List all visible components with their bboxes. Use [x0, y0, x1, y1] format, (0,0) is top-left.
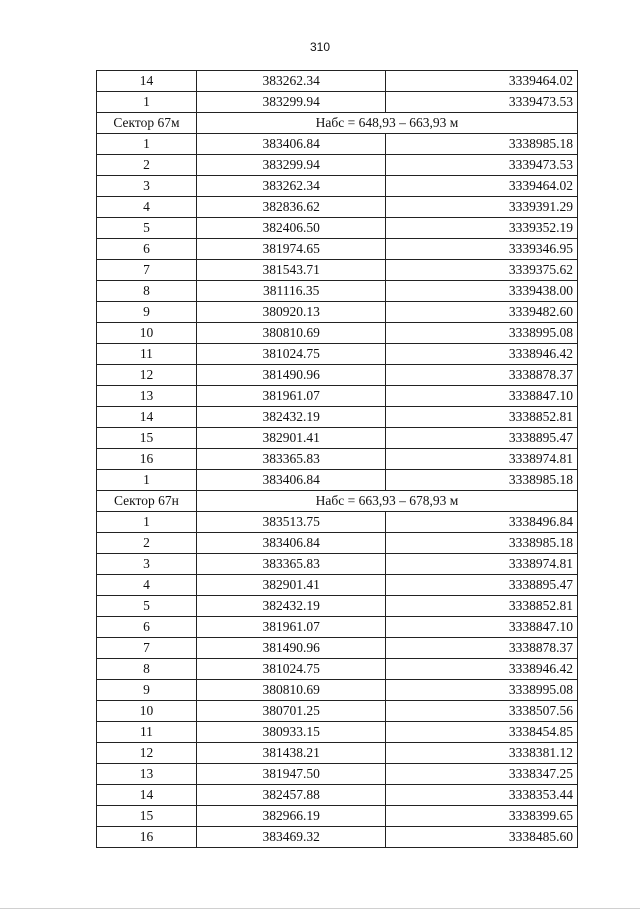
y-coordinate: 3338878.37: [386, 365, 578, 386]
sector-header-row: [97, 491, 578, 512]
table-row: [97, 575, 578, 596]
x-coordinate: 381543.71: [196, 260, 386, 281]
x-coordinate: 380810.69: [196, 323, 386, 344]
table-row: [97, 659, 578, 680]
point-number: 11: [97, 344, 197, 365]
y-coordinate: 3338847.10: [386, 617, 578, 638]
table-row: [97, 134, 578, 155]
point-number: 15: [97, 428, 197, 449]
y-coordinate: 3339391.29: [386, 197, 578, 218]
y-coordinate: 3338507.56: [386, 701, 578, 722]
y-coordinate: 3338852.81: [386, 596, 578, 617]
scan-edge-line: [0, 908, 640, 909]
x-coordinate: 383469.32: [196, 827, 386, 848]
y-coordinate: 3338878.37: [386, 638, 578, 659]
table-row: [97, 407, 578, 428]
point-number: 9: [97, 680, 197, 701]
y-coordinate: 3338974.81: [386, 449, 578, 470]
point-number: 12: [97, 743, 197, 764]
point-number: 3: [97, 554, 197, 575]
x-coordinate: 383299.94: [196, 92, 386, 113]
y-coordinate: 3338847.10: [386, 386, 578, 407]
sector-name: Сектор 67м: [97, 113, 197, 134]
point-number: 2: [97, 533, 197, 554]
point-number: 10: [97, 323, 197, 344]
x-coordinate: 382457.88: [196, 785, 386, 806]
x-coordinate: 383262.34: [196, 71, 386, 92]
x-coordinate: 381490.96: [196, 638, 386, 659]
point-number: 13: [97, 386, 197, 407]
table-row: [97, 827, 578, 848]
table-row: [97, 323, 578, 344]
table-row: [97, 554, 578, 575]
x-coordinate: 382901.41: [196, 575, 386, 596]
y-coordinate: 3339473.53: [386, 155, 578, 176]
y-coordinate: 3338995.08: [386, 680, 578, 701]
y-coordinate: 3338895.47: [386, 575, 578, 596]
table-row: [97, 71, 578, 92]
table-row: [97, 260, 578, 281]
y-coordinate: 3338946.42: [386, 344, 578, 365]
x-coordinate: 382432.19: [196, 596, 386, 617]
y-coordinate: 3338454.85: [386, 722, 578, 743]
point-number: 5: [97, 218, 197, 239]
point-number: 12: [97, 365, 197, 386]
table-row: [97, 155, 578, 176]
point-number: 3: [97, 176, 197, 197]
point-number: 6: [97, 617, 197, 638]
y-coordinate: 3339482.60: [386, 302, 578, 323]
x-coordinate: 381024.75: [196, 659, 386, 680]
table-row: [97, 365, 578, 386]
table-row: [97, 218, 578, 239]
x-coordinate: 383406.84: [196, 533, 386, 554]
point-number: 7: [97, 260, 197, 281]
x-coordinate: 381947.50: [196, 764, 386, 785]
point-number: 10: [97, 701, 197, 722]
y-coordinate: 3339464.02: [386, 176, 578, 197]
table-row: [97, 281, 578, 302]
table-row: [97, 596, 578, 617]
y-coordinate: 3339352.19: [386, 218, 578, 239]
table-row: [97, 806, 578, 827]
table-row: [97, 302, 578, 323]
table-row: [97, 197, 578, 218]
x-coordinate: 382901.41: [196, 428, 386, 449]
point-number: 15: [97, 806, 197, 827]
sector-name: Сектор 67н: [97, 491, 197, 512]
page-number: 310: [309, 40, 331, 54]
table-row: [97, 386, 578, 407]
x-coordinate: 383262.34: [196, 176, 386, 197]
table-row: [97, 617, 578, 638]
y-coordinate: 3338974.81: [386, 554, 578, 575]
sector-header-row: [97, 113, 578, 134]
point-number: 4: [97, 575, 197, 596]
x-coordinate: 383365.83: [196, 554, 386, 575]
y-coordinate: 3338496.84: [386, 512, 578, 533]
table-row: [97, 428, 578, 449]
point-number: 14: [97, 407, 197, 428]
table-row: [97, 344, 578, 365]
y-coordinate: 3339346.95: [386, 239, 578, 260]
point-number: 2: [97, 155, 197, 176]
point-number: 9: [97, 302, 197, 323]
y-coordinate: 3338946.42: [386, 659, 578, 680]
point-number: 14: [97, 785, 197, 806]
x-coordinate: 380701.25: [196, 701, 386, 722]
y-coordinate: 3338995.08: [386, 323, 578, 344]
table-row: [97, 764, 578, 785]
point-number: 5: [97, 596, 197, 617]
point-number: 7: [97, 638, 197, 659]
y-coordinate: 3339438.00: [386, 281, 578, 302]
altitude-range: Набс = 648,93 – 663,93 м: [196, 113, 577, 134]
y-coordinate: 3339464.02: [386, 71, 578, 92]
point-number: 1: [97, 512, 197, 533]
point-number: 11: [97, 722, 197, 743]
point-number: 8: [97, 281, 197, 302]
y-coordinate: 3338895.47: [386, 428, 578, 449]
point-number: 16: [97, 449, 197, 470]
y-coordinate: 3338399.65: [386, 806, 578, 827]
x-coordinate: 383406.84: [196, 470, 386, 491]
point-number: 4: [97, 197, 197, 218]
table-row: [97, 743, 578, 764]
point-number: 14: [97, 71, 197, 92]
y-coordinate: 3338485.60: [386, 827, 578, 848]
y-coordinate: 3339375.62: [386, 260, 578, 281]
point-number: 1: [97, 134, 197, 155]
coordinates-table: [96, 70, 578, 848]
table-row: [97, 92, 578, 113]
altitude-range: Набс = 663,93 – 678,93 м: [196, 491, 577, 512]
x-coordinate: 383406.84: [196, 134, 386, 155]
point-number: 6: [97, 239, 197, 260]
point-number: 16: [97, 827, 197, 848]
y-coordinate: 3338852.81: [386, 407, 578, 428]
x-coordinate: 381024.75: [196, 344, 386, 365]
y-coordinate: 3338347.25: [386, 764, 578, 785]
table-row: [97, 512, 578, 533]
x-coordinate: 381490.96: [196, 365, 386, 386]
y-coordinate: 3339473.53: [386, 92, 578, 113]
table-row: [97, 533, 578, 554]
x-coordinate: 380810.69: [196, 680, 386, 701]
table-row: [97, 638, 578, 659]
point-number: 13: [97, 764, 197, 785]
table-row: [97, 722, 578, 743]
coordinates-table-body: [97, 71, 578, 848]
table-row: [97, 239, 578, 260]
table-row: [97, 449, 578, 470]
point-number: 1: [97, 470, 197, 491]
x-coordinate: 381116.35: [196, 281, 386, 302]
x-coordinate: 381961.07: [196, 617, 386, 638]
table-row: [97, 470, 578, 491]
x-coordinate: 382406.50: [196, 218, 386, 239]
point-number: 8: [97, 659, 197, 680]
x-coordinate: 383513.75: [196, 512, 386, 533]
y-coordinate: 3338353.44: [386, 785, 578, 806]
table-row: [97, 680, 578, 701]
x-coordinate: 380933.15: [196, 722, 386, 743]
x-coordinate: 381961.07: [196, 386, 386, 407]
x-coordinate: 381974.65: [196, 239, 386, 260]
point-number: 1: [97, 92, 197, 113]
y-coordinate: 3338381.12: [386, 743, 578, 764]
x-coordinate: 383299.94: [196, 155, 386, 176]
table-row: [97, 701, 578, 722]
y-coordinate: 3338985.18: [386, 533, 578, 554]
x-coordinate: 381438.21: [196, 743, 386, 764]
y-coordinate: 3338985.18: [386, 470, 578, 491]
table-row: [97, 785, 578, 806]
table-row: [97, 176, 578, 197]
y-coordinate: 3338985.18: [386, 134, 578, 155]
x-coordinate: 382966.19: [196, 806, 386, 827]
x-coordinate: 382432.19: [196, 407, 386, 428]
x-coordinate: 382836.62: [196, 197, 386, 218]
x-coordinate: 383365.83: [196, 449, 386, 470]
x-coordinate: 380920.13: [196, 302, 386, 323]
